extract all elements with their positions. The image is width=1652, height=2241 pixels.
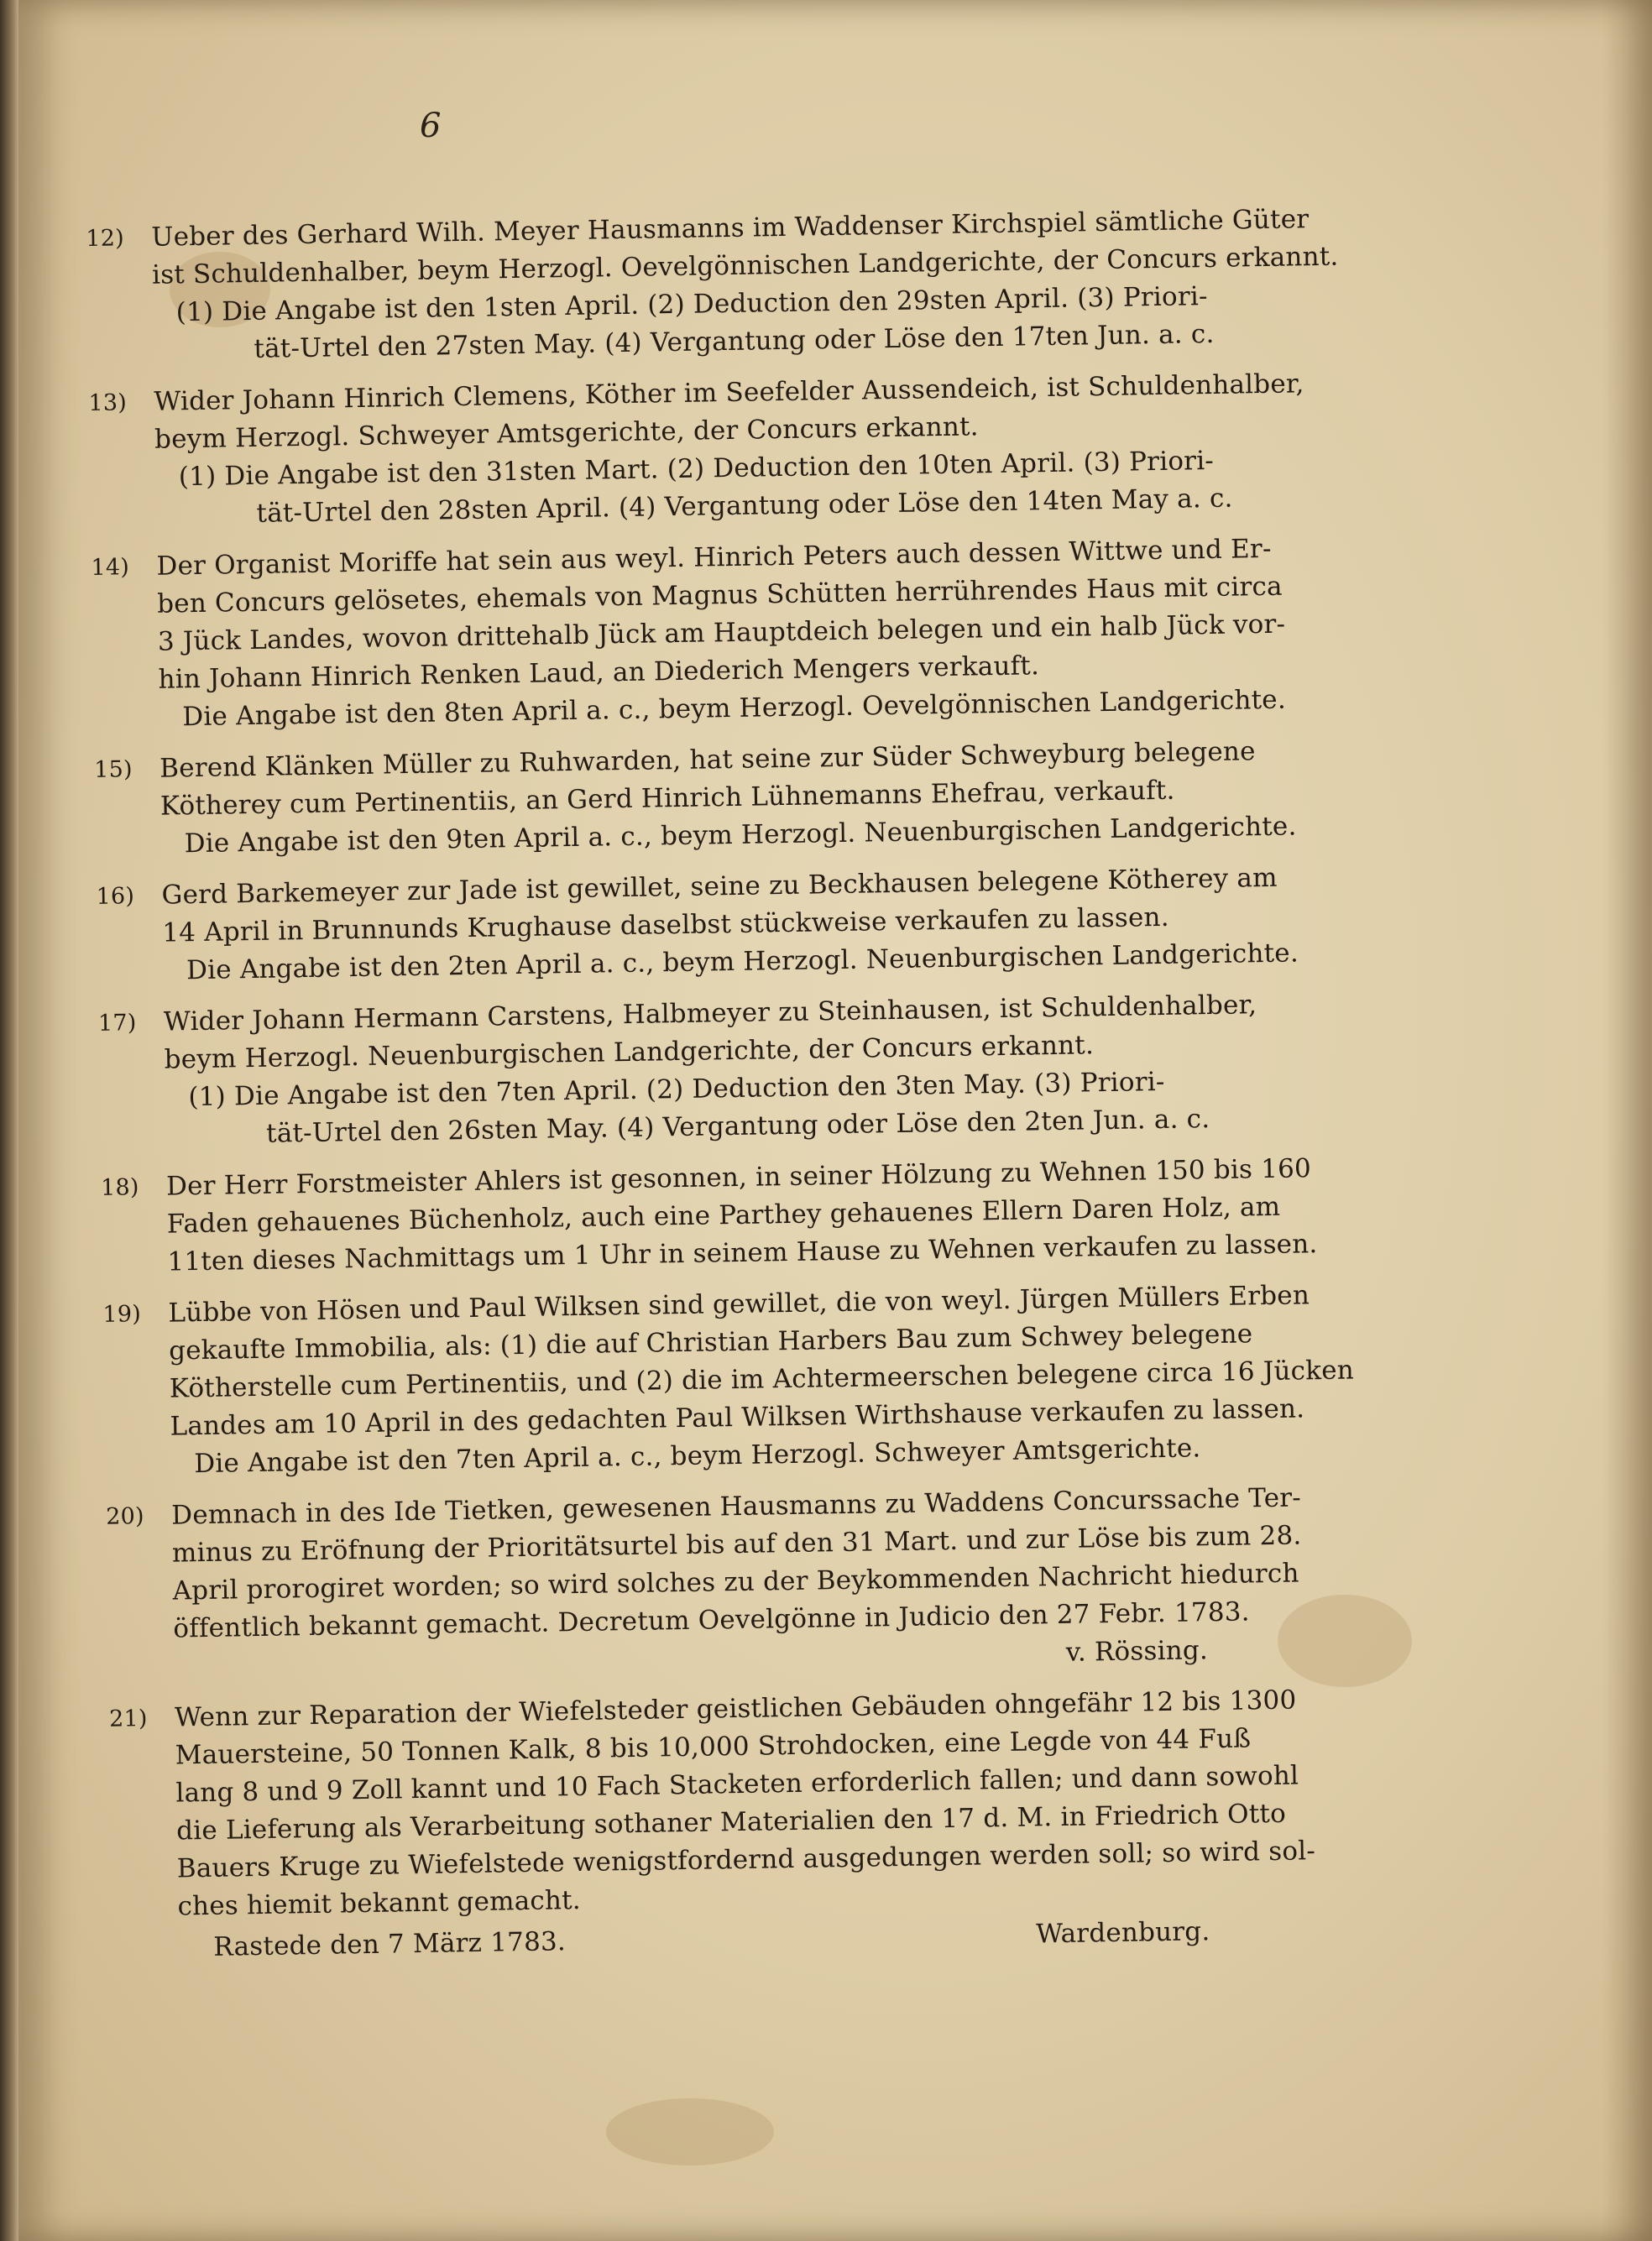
text-line: die Lieferung als Verarbeitung sothaner Materialien den 17 d. M. in Friedrich Otto [175, 1798, 1287, 1847]
text-line: April prorogiret worden; so wird solches zu der Beykommenden Nachricht hiedurch [172, 1558, 1299, 1606]
notice-entry [106, 1479, 1317, 1687]
notice-entry [96, 859, 1306, 991]
text-line: Wider Johann Hermann Carstens, Halbmeyer zu Steinhausen, ist Schuldenhalber, [163, 990, 1257, 1037]
text-line: beym Herzogl. Neuenburgischen Landgerichte, der Concurs erkannt. [164, 1030, 1095, 1075]
text-line: Die Angabe ist den 2ten April a. c., beym Herzogl. Neuenburgischen Landgerichte. [186, 938, 1299, 986]
text-line: Der Organist Moriffe hat sein aus weyl. Hinrich Peters auch dessen Wittwe und Er- [156, 533, 1272, 582]
entry-number: 14) [91, 554, 130, 581]
entry-number: 19) [102, 1301, 142, 1328]
text-line: gekaufte Immobilia, als: (1) die auf Christian Harbers Bau zum Schwey belegene [168, 1319, 1253, 1366]
text-line: minus zu Eröfnung der Prioritätsurtel bis auf den 31 Mart. und zur Löse bis zum 28. [171, 1520, 1302, 1569]
entry-number: 15) [94, 756, 133, 783]
text-line: Der Herr Forstmeister Ahlers ist gesonnen, in seiner Hölzung zu Wehnen 150 bis 160 [165, 1153, 1312, 1202]
signature: Wardenburg. [1035, 1916, 1210, 1950]
text-line: Ueber des Gerhard Wilh. Meyer Hausmanns im Waddenser Kirchspiel sämtliche Güter [151, 204, 1310, 253]
text-line: Die Angabe ist den 9ten April a. c., beym Herzogl. Neuenburgischen Landgerichte. [184, 811, 1297, 859]
text-line: (1) Die Angabe ist den 1sten April. (2) Deduction den 29sten April. (3) Priori- [175, 281, 1208, 328]
text-line: Bauers Kruge zu Wiefelstede wenigstfordernd ausgedungen werden soll; so wird sol- [176, 1836, 1316, 1884]
text-line: (1) Die Angabe ist den 7ten April. (2) Deduction den 3ten May. (3) Priori- [188, 1066, 1165, 1113]
text-line: Mauersteine, 50 Tonnen Kalk, 8 bis 10,000 Strohdocken, eine Legde von 44 Fuß [175, 1723, 1252, 1771]
signature: v. Rössing. [1065, 1635, 1209, 1668]
text-line: Die Angabe ist den 7ten April a. c., beym Herzogl. Schweyer Amtsgerichte. [194, 1433, 1201, 1480]
text-line: Berend Klänken Müller zu Ruhwarden, hat seine zur Süder Schweyburg belegene [159, 736, 1256, 784]
entry-number: 16) [96, 883, 135, 910]
book-binding [0, 0, 20, 2241]
text-line: Wider Johann Hinrich Clemens, Köther im Seefelder Aussendeich, ist Schuldenhalber, [154, 368, 1304, 417]
text-line: 3 Jück Landes, wovon drittehalb Jück am Hauptdeich belegen und ein halb Jück vor- [157, 609, 1286, 657]
notice-entry [86, 201, 1339, 371]
text-line: Gerd Barkemeyer zur Jade ist gewillet, seine zu Beckhausen belegene Kötherey am [161, 862, 1278, 911]
text-line: tät-Urtel den 28sten April. (4) Vergantung oder Löse den 14ten May a. c. [256, 483, 1233, 529]
text-line: Die Angabe ist den 8ten April a. c., beym Herzogl. Oevelgönnischen Landgerichte. [182, 684, 1287, 733]
notice-entry [98, 985, 1310, 1156]
text-line: Demnach in des Ide Tietken, gewesenen Hausmanns zu Waddens Concurssache Ter- [170, 1482, 1302, 1531]
text-line: hin Johann Hinrich Renken Laud, an Diederich Mengers verkauft. [158, 650, 1040, 695]
text-line: ist Schuldenhalber, beym Herzogl. Oevelgönnischen Landgerichte, der Concurs erkannt. [151, 241, 1339, 290]
text-line: (1) Die Angabe ist den 31sten Mart. (2) Deduction den 10ten April. (3) Priori- [178, 445, 1215, 493]
page-mark: 6 [420, 107, 442, 145]
document-page [18, 0, 1652, 2241]
paper-stain [606, 2098, 774, 2165]
notice-entry [88, 365, 1304, 535]
text-line: Faden gehauenes Büchenholz, auch eine Parthey gehauenes Ellern Daren Holz, am [166, 1191, 1281, 1240]
notice-entry [109, 1681, 1321, 1927]
entry-number: 20) [106, 1503, 145, 1530]
text-line: 11ten dieses Nachmittags um 1 Uhr in seinem Hause zu Wehnen verkaufen zu lassen. [167, 1229, 1318, 1277]
place-date: Rastede den 7 März 1783. [213, 1926, 567, 1962]
text-line: tät-Urtel den 27sten May. (4) Vergantung oder Löse den 17ten Jun. a. c. [254, 318, 1215, 364]
notice-entry [100, 1150, 1318, 1282]
text-line: Lübbe von Hösen und Paul Wilksen sind gewillet, die von weyl. Jürgen Müllers Erben [168, 1280, 1310, 1329]
notice-entry [102, 1277, 1355, 1485]
entry-number: 21) [108, 1706, 148, 1732]
document-body [86, 201, 1355, 1967]
page-edge-shadow [1602, 0, 1652, 2241]
entry-number: 17) [97, 1010, 137, 1037]
text-line: ches hiemit bekannt gemacht. [177, 1884, 582, 1922]
text-line: tät-Urtel den 26sten May. (4) Vergantung oder Löse den 2ten Jun. a. c. [265, 1104, 1210, 1149]
entry-number: 12) [86, 225, 125, 252]
text-line: beym Herzogl. Schweyer Amtsgerichte, der Concurs erkannt. [154, 411, 979, 455]
text-line: öffentlich bekannt gemacht. Decretum Oevelgönne in Judicio den 27 Febr. 1783. [173, 1596, 1250, 1644]
text-line: ben Concurs gelösetes, ehemals von Magnus Schütten herrührendes Haus mit circa [156, 571, 1283, 619]
notice-entry [91, 530, 1302, 738]
text-line: lang 8 und 9 Zoll kannt und 10 Fach Stacketen erforderlich fallen; und dann sowohl [175, 1760, 1299, 1809]
text-line: 14 April in Brunnunds Krughause daselbst stückweise verkaufen zu lassen. [162, 901, 1170, 948]
text-line: Kötherstelle cum Pertinentiis, und (2) die im Achtermeerschen belegene circa 16 Jücken [169, 1355, 1355, 1404]
entry-number: 18) [100, 1174, 139, 1201]
notice-entry [94, 732, 1304, 865]
text-line: Wenn zur Reparation der Wiefelsteder geistlichen Gebäuden ohngefähr 12 bis 1300 [174, 1685, 1297, 1733]
text-line: Kötherey cum Pertinentiis, an Gerd Hinrich Lühnemanns Ehefrau, verkauft. [159, 775, 1175, 822]
text-line: Landes am 10 April in des gedachten Paul Wilksen Wirthshause verkaufen zu lassen. [170, 1393, 1305, 1442]
entry-number: 13) [88, 389, 128, 416]
